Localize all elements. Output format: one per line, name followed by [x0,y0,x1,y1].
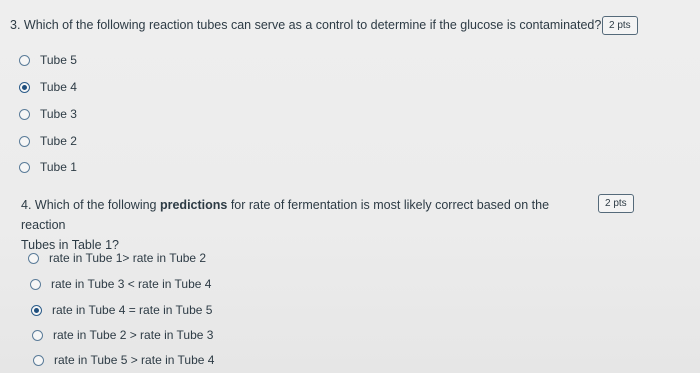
option-label: Tube 1 [40,160,77,174]
question-3-option-tube-3[interactable] [19,104,77,124]
radio-button[interactable] [19,55,30,66]
question-3-number: 3. [10,18,21,32]
question-4-prompt-line2: Tubes in Table 1? [21,238,119,252]
radio-selected-dot-icon [34,308,39,313]
option-label: Tube 2 [40,134,77,148]
question-4-option-2[interactable] [30,274,211,294]
question-3-option-tube-2[interactable] [19,131,77,151]
option-label: rate in Tube 1> rate in Tube 2 [49,251,207,265]
question-3-text [10,15,601,35]
option-label: rate in Tube 3 < rate in Tube 4 [51,277,212,291]
radio-button[interactable] [32,330,43,341]
question-4-prompt-start: Which of the following [34,198,160,212]
question-3-points-badge: 2 pts [602,16,638,35]
question-4-option-5[interactable] [33,350,214,370]
question-3-option-tube-4[interactable] [19,77,77,97]
radio-button[interactable] [28,253,39,264]
radio-selected-dot-icon [22,85,27,90]
radio-button-selected[interactable] [31,305,42,316]
option-label: Tube 5 [40,53,77,67]
option-label: rate in Tube 2 > rate in Tube 3 [53,328,214,342]
radio-button[interactable] [19,162,30,173]
question-4-prompt-end: for rate of fermentation is most likely correct based on the reaction [21,198,550,232]
option-label: Tube 4 [40,80,77,94]
radio-button[interactable] [19,136,30,147]
question-4-text [21,195,591,255]
question-4-option-1[interactable] [28,248,206,268]
option-label: rate in Tube 4 = rate in Tube 5 [52,303,213,317]
question-3-option-tube-1[interactable] [19,157,77,177]
option-label: rate in Tube 5 > rate in Tube 4 [54,353,215,367]
radio-button[interactable] [30,279,41,290]
radio-button[interactable] [33,355,44,366]
question-4-option-4[interactable] [32,325,213,345]
question-4-option-3[interactable] [31,300,212,320]
radio-button-selected[interactable] [19,82,30,93]
question-3-prompt: Which of the following reaction tubes can serve as a control to determine if the glucose is contaminated? [23,18,602,32]
radio-button[interactable] [19,109,30,120]
question-4-prompt-bold: predictions [159,198,228,212]
question-3-option-tube-5[interactable] [19,50,77,70]
option-label: Tube 3 [40,107,77,121]
question-4-points-badge: 2 pts [598,194,634,213]
question-4-number: 4. [21,198,32,212]
